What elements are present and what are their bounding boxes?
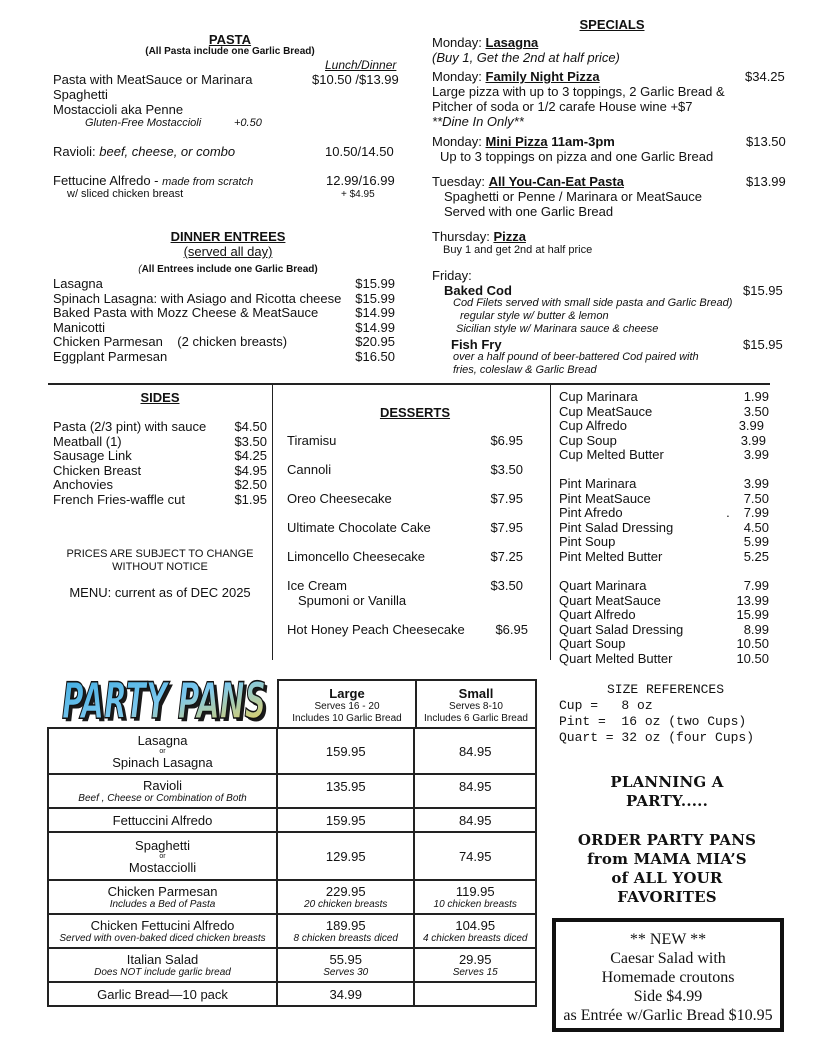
side-row [53, 477, 267, 492]
special-tuesday-pasta [432, 174, 624, 189]
pasta-note: (All Pasta include one Garlic Bread) [145, 46, 315, 57]
ravioli-price: 10.50/14.50 [325, 144, 394, 159]
table-row [48, 808, 536, 832]
party-small-price: 74.95 [414, 832, 536, 880]
pasta-gluten-free: Gluten-Free Mostaccioli [85, 117, 202, 129]
dessert-row [287, 520, 523, 535]
table-row [48, 774, 536, 808]
fettucine-chicken: w/ sliced chicken breast [67, 188, 184, 200]
party-large-price: 135.95 [277, 774, 414, 808]
special-family-night [432, 69, 600, 84]
entree-row [53, 276, 395, 291]
party-pans-logo-text: PARTY PANS [62, 672, 266, 726]
dessert-name: Oreo Cheesecake [287, 491, 392, 506]
party-small-sub: 4 chicken breasts diced [422, 932, 528, 944]
sides-list [53, 419, 267, 506]
quart-row [559, 622, 769, 637]
special-monday-lasagna-desc: (Buy 1, Get the 2nd at half price) [432, 50, 620, 65]
entree-name: Baked Pasta with Mozz Cheese & MeatSauce [53, 305, 319, 320]
special-item: Pizza [493, 229, 526, 244]
entrees-note-text: All Entrees include one Garlic Bread) [141, 264, 318, 275]
sauce-name: Quart Alfredo [559, 607, 636, 622]
sauce-name: Quart Marinara [559, 578, 647, 593]
party-large-sub: Serves 30 [323, 966, 369, 978]
table-row [48, 914, 536, 948]
sauce-price: 7.99 [743, 505, 769, 520]
sauce-price: 3.99 [743, 476, 769, 491]
sauce-price: 5.99 [743, 534, 769, 549]
large-serves: Serves 16 - 20 [314, 701, 380, 712]
dessert-price: $3.50 [490, 578, 523, 593]
entree-price: $15.99 [355, 290, 395, 306]
ice-cream-flavors: Spumoni or Vanilla [298, 593, 407, 608]
party-item-sub: Beef , Cheese or Combination of Both [78, 792, 247, 804]
entree-row [53, 334, 395, 349]
party-item-alt: Mostacciolli [128, 859, 197, 875]
party-large-cell [277, 948, 414, 982]
special-family-night-desc2: Pitcher of soda or 1/2 carafe House wine +$7 [432, 99, 693, 114]
fettucine-price: 12.99/16.99 [326, 173, 395, 188]
special-day: Thursday: [432, 229, 490, 244]
pasta-item-meatsauce-price: $10.50 /$13.99 [312, 72, 399, 87]
entrees-title: DINNER ENTREES [170, 229, 286, 244]
sauce-name: Pint Afredo [559, 505, 623, 520]
party-or: or [159, 747, 166, 755]
entree-row [53, 349, 395, 364]
planning-party-promo [552, 773, 782, 907]
party-large-sub: 20 chicken breasts [304, 898, 388, 910]
sauce-price: 10.50 [736, 636, 769, 651]
pasta-gluten-free-price: +0.50 [234, 117, 262, 129]
cup-row [559, 447, 769, 462]
party-item-name: Chicken Fettucini Alfredo [90, 917, 235, 933]
dessert-name: Cannoli [287, 462, 332, 477]
party-small-price [414, 982, 536, 1006]
special-baked-cod-regular: regular style w/ butter & lemon [460, 310, 609, 322]
caesar-entree-price: as Entrée w/Garlic Bread $10.95 [563, 1007, 773, 1024]
pasta-fettucine [53, 173, 253, 189]
party-item-sub: Does NOT include garlic bread [94, 966, 231, 978]
party-item [48, 832, 277, 880]
caesar-croutons: Homemade croutons [601, 969, 735, 986]
party-item-name: Italian Salad [126, 951, 199, 967]
dessert-row [287, 491, 523, 506]
dessert-row [287, 549, 523, 564]
column-divider-right [550, 384, 551, 660]
party-large-cell [277, 880, 414, 914]
planning-line: PARTY..... [625, 792, 709, 810]
dessert-name: Ice Cream [287, 578, 347, 593]
large-title: Large [329, 686, 365, 701]
special-day: Monday: [432, 134, 482, 149]
party-item [48, 880, 277, 914]
entree-name: Eggplant Parmesan [53, 348, 168, 364]
party-item-sub: Includes a Bed of Pasta [109, 898, 216, 910]
desserts-title: DESSERTS [379, 405, 451, 420]
dessert-name: Hot Honey Peach Cheesecake [287, 622, 465, 637]
side-name: French Fries-waffle cut [53, 491, 185, 507]
sauce-name: Pint Marinara [559, 476, 637, 491]
entree-price: $14.99 [355, 305, 395, 320]
special-day: Monday: [432, 69, 482, 84]
special-baked-cod-price: $15.95 [743, 283, 783, 298]
sauce-price: 1.99 [743, 389, 769, 404]
sauce-name: Quart Melted Butter [559, 650, 673, 666]
planning-line: from MAMA MIA’S [587, 850, 747, 868]
pint-row [559, 505, 769, 520]
sauce-price: 13.99 [736, 592, 769, 608]
small-bread: Includes 6 Garlic Bread [424, 713, 528, 724]
party-item [48, 982, 277, 1006]
party-item [48, 728, 277, 774]
pasta-title: PASTA [208, 32, 252, 47]
sauce-name: Cup MeatSauce [559, 403, 653, 419]
entree-row [53, 291, 395, 306]
planning-line: of ALL YOUR [611, 869, 723, 887]
sauce-name: Cup Marinara [559, 389, 638, 404]
pasta-item-mostaccioli: Mostaccioli aka Penne [53, 102, 184, 117]
sides-title: SIDES [140, 390, 180, 405]
large-bread: Includes 10 Garlic Bread [292, 713, 402, 724]
column-divider-left [272, 384, 273, 660]
dessert-row [287, 433, 523, 448]
sauce-name: Pint Melted Butter [559, 548, 663, 564]
party-item-name: Fettuccini Alfredo [112, 812, 213, 828]
special-time: 11am-3pm [551, 134, 615, 149]
new-caesar-box [552, 918, 784, 1032]
side-row [53, 419, 267, 434]
dessert-price: $6.95 [490, 433, 523, 448]
size-ref-pint: Pint = 16 oz (two Cups) [559, 714, 747, 729]
special-fish-fry-desc1: over a half pound of beer-battered Cod paired with [453, 351, 699, 363]
dessert-name: Limoncello Cheesecake [287, 549, 426, 564]
ravioli-name: Ravioli: [53, 144, 96, 159]
price-change-notice: PRICES ARE SUBJECT TO CHANGE [66, 548, 254, 560]
quart-row [559, 636, 769, 651]
special-mini-pizza [432, 134, 615, 149]
sauce-name: Pint Soup [559, 534, 616, 549]
pint-row [559, 476, 769, 491]
side-row [53, 448, 267, 463]
special-fish-fry-price: $15.95 [743, 337, 783, 352]
side-price: $4.95 [234, 462, 267, 478]
special-mini-pizza-price: $13.50 [746, 134, 786, 149]
size-ref-title: SIZE REFERENCES [607, 682, 725, 697]
quart-row [559, 593, 769, 608]
party-large-price: 129.95 [277, 832, 414, 880]
entree-name: Manicotti [53, 319, 106, 335]
dessert-price: $7.95 [490, 491, 523, 506]
entree-row [53, 320, 395, 335]
party-large-price: 189.95 [325, 917, 366, 933]
caesar-side-price: Side $4.99 [633, 988, 703, 1005]
special-fish-fry-desc2: fries, coleslaw & Garlic Bread [453, 364, 597, 376]
special-thursday-desc: Buy 1 and get 2nd at half price [443, 244, 593, 256]
sauce-price: 15.99 [736, 607, 769, 622]
side-price: $4.50 [234, 419, 267, 434]
entree-price: $14.99 [355, 319, 395, 335]
party-small-header [417, 686, 535, 725]
table-row [48, 982, 536, 1006]
table-row [48, 728, 536, 774]
dessert-price: $6.95 [495, 622, 528, 637]
fettucine-desc: made from scratch [162, 176, 254, 188]
sauce-price: 3.50 [743, 403, 769, 419]
party-small-cell [414, 914, 536, 948]
pasta-ravioli [53, 144, 235, 159]
special-baked-cod-desc: Cod Filets served with small side pasta and Garlic Bread) [453, 297, 733, 309]
party-item-sub: Served with oven-baked diced chicken breasts [59, 932, 266, 944]
party-item-alt: Spinach Lasagna [112, 754, 213, 770]
small-serves: Serves 8-10 [449, 701, 503, 712]
section-divider [48, 383, 770, 385]
sauce-name: Cup Melted Butter [559, 447, 664, 462]
side-row [53, 434, 267, 449]
cup-row [559, 404, 769, 419]
quart-row [559, 607, 769, 622]
side-price: $1.95 [234, 491, 267, 507]
special-tuesday-price: $13.99 [746, 174, 786, 189]
cup-row [559, 433, 769, 448]
party-header [277, 679, 537, 727]
sauce-name: Quart Salad Dressing [559, 621, 684, 637]
sauce-name: Quart MeatSauce [559, 592, 661, 608]
cup-list [559, 389, 769, 462]
party-large-sub: 8 chicken breasts diced [293, 932, 398, 944]
party-small-price: 84.95 [414, 774, 536, 808]
quart-row [559, 578, 769, 593]
sauce-name: Cup Soup [559, 432, 617, 448]
party-item [48, 948, 277, 982]
fettucine-name: Fettucine Alfredo - [53, 173, 159, 188]
party-or: or [159, 852, 166, 860]
dessert-price: $7.25 [490, 549, 523, 564]
party-small-sub: Serves 15 [452, 966, 498, 978]
dessert-name: Tiramisu [287, 433, 337, 448]
party-small-price: 119.95 [455, 883, 495, 899]
menu-current-date: MENU: current as of DEC 2025 [69, 585, 251, 600]
pint-list [559, 476, 769, 563]
party-large-price: 229.95 [325, 883, 366, 899]
party-pans-table [47, 727, 537, 1007]
party-pans-logo-shadow: PARTY PANS [65, 675, 269, 726]
side-name: Chicken Breast [53, 462, 142, 478]
party-large-cell [277, 914, 414, 948]
quart-row [559, 651, 769, 666]
price-change-notice-2: WITHOUT NOTICE [112, 561, 208, 573]
special-family-night-price: $34.25 [745, 69, 785, 84]
entrees-list [53, 276, 395, 363]
caesar-name: Caesar Salad with [610, 950, 726, 967]
dessert-name: Ultimate Chocolate Cake [287, 520, 431, 535]
party-large-header [279, 686, 415, 725]
special-mini-pizza-desc: Up to 3 toppings on pizza and one Garlic Bread [440, 149, 714, 164]
sauce-price: 7.99 [743, 578, 769, 593]
new-badge: ** NEW ** [629, 931, 707, 948]
side-price: $4.25 [234, 448, 267, 463]
party-small-cell [414, 880, 536, 914]
sauce-name: Cup Alfredo [559, 418, 627, 433]
pint-row [559, 491, 769, 506]
stray-dot: . [726, 505, 730, 520]
side-row [53, 463, 267, 478]
entree-row [53, 305, 395, 320]
pint-row [559, 549, 769, 564]
pasta-item-meatsauce: Pasta with MeatSauce or Marinara [53, 72, 253, 87]
new-caesar-content [556, 930, 780, 1025]
sauce-name: Pint MeatSauce [559, 490, 651, 506]
party-item-name: Garlic Bread—10 pack [97, 986, 228, 1002]
party-large-price: 34.99 [277, 982, 414, 1006]
specials-title: SPECIALS [579, 17, 645, 32]
side-name: Anchovies [53, 477, 113, 492]
cup-row [559, 418, 769, 433]
party-item-name: Spaghetti [135, 837, 190, 853]
party-item [48, 808, 277, 832]
side-row [53, 492, 267, 507]
special-thursday-pizza [432, 229, 526, 244]
special-friday: Friday: [432, 268, 472, 283]
special-day: Tuesday: [432, 174, 485, 189]
party-pans-logo [56, 664, 272, 726]
entree-name: Chicken Parmesan (2 chicken breasts) [53, 334, 288, 349]
party-large-price: 159.95 [277, 728, 414, 774]
entree-price: $16.50 [355, 348, 395, 364]
sauce-price: 3.99 [743, 447, 769, 462]
planning-line: FAVORITES [617, 888, 717, 906]
dessert-price: $3.50 [490, 462, 523, 477]
party-item [48, 774, 277, 808]
planning-line: ORDER PARTY PANS [577, 831, 757, 849]
entrees-note [100, 264, 356, 276]
special-item: Family Night Pizza [485, 69, 600, 84]
party-small-price: 104.95 [455, 917, 496, 933]
quart-list [559, 578, 769, 665]
special-baked-cod: Baked Cod [444, 283, 512, 298]
party-small-price: 84.95 [414, 808, 536, 832]
entree-name: Lasagna [53, 276, 103, 291]
sauce-price: 4.50 [743, 519, 769, 535]
size-ref-cup: Cup = 8 oz [559, 698, 653, 713]
side-name: Meatball (1) [53, 433, 122, 449]
sauce-price: 5.25 [743, 548, 769, 564]
side-price: $3.50 [234, 433, 267, 449]
side-name: Sausage Link [53, 448, 132, 463]
dessert-row [287, 462, 523, 477]
special-day: Monday: [432, 35, 482, 50]
ravioli-desc: beef, cheese, or combo [99, 144, 236, 159]
cup-row [559, 389, 769, 404]
special-baked-cod-sicilian: Sicilian style w/ Marinara sauce & cheese [456, 323, 659, 335]
special-tuesday-desc2: Served with one Garlic Bread [444, 204, 614, 219]
party-item-name: Chicken Parmesan [107, 883, 218, 899]
planning-line: PLANNING A [610, 773, 724, 791]
dessert-row [287, 578, 523, 593]
special-monday-lasagna [432, 35, 538, 50]
sauce-name: Quart Soup [559, 636, 626, 651]
party-small-sub: 10 chicken breasts [433, 898, 517, 910]
pasta-item-spaghetti: Spaghetti [53, 87, 108, 102]
party-item-name: Lasagna [137, 732, 188, 748]
size-ref-quart: Quart = 32 oz (four Cups) [559, 730, 755, 745]
dessert-price: $7.95 [490, 520, 523, 535]
entrees-note-paren: ( [138, 264, 142, 275]
pint-row [559, 520, 769, 535]
table-row [48, 948, 536, 982]
entree-price: $15.99 [355, 276, 395, 291]
sauce-price: 3.99 [738, 418, 764, 433]
sauce-price: 8.99 [743, 621, 769, 637]
table-row [48, 880, 536, 914]
pint-row [559, 534, 769, 549]
entree-name: Spinach Lasagna: with Asiago and Ricotta cheese [53, 290, 342, 306]
special-family-night-desc1: Large pizza with up to 3 toppings, 2 Garlic Bread & [432, 84, 725, 99]
party-small-price: 29.95 [458, 951, 492, 967]
party-item [48, 914, 277, 948]
fettucine-chicken-price: + $4.95 [341, 189, 375, 200]
sauce-price: 7.50 [743, 490, 769, 506]
sauce-price: 10.50 [736, 650, 769, 666]
party-large-price: 55.95 [329, 951, 363, 967]
special-dine-in-note: **Dine In Only** [432, 114, 524, 129]
special-fish-fry: Fish Fry [451, 337, 502, 352]
table-row [48, 832, 536, 880]
entrees-subtitle: (served all day) [183, 244, 273, 259]
party-small-cell [414, 948, 536, 982]
special-item: Mini Pizza [485, 134, 548, 149]
party-item-name: Ravioli [143, 777, 183, 793]
pasta-col-header: Lunch/Dinner [325, 58, 397, 72]
entree-price: $20.95 [355, 334, 395, 349]
special-tuesday-desc1: Spaghetti or Penne / Marinara or MeatSauce [444, 189, 702, 204]
special-item: Lasagna [485, 35, 539, 50]
party-small-price: 84.95 [414, 728, 536, 774]
side-name: Pasta (2/3 pint) with sauce [53, 419, 207, 434]
small-title: Small [458, 686, 494, 701]
special-item: All You-Can-Eat Pasta [488, 174, 624, 189]
sauce-name: Pint Salad Dressing [559, 519, 674, 535]
side-price: $2.50 [234, 477, 267, 492]
dessert-row [287, 622, 528, 637]
party-large-price: 159.95 [277, 808, 414, 832]
sauce-price: 3.99 [740, 432, 766, 448]
